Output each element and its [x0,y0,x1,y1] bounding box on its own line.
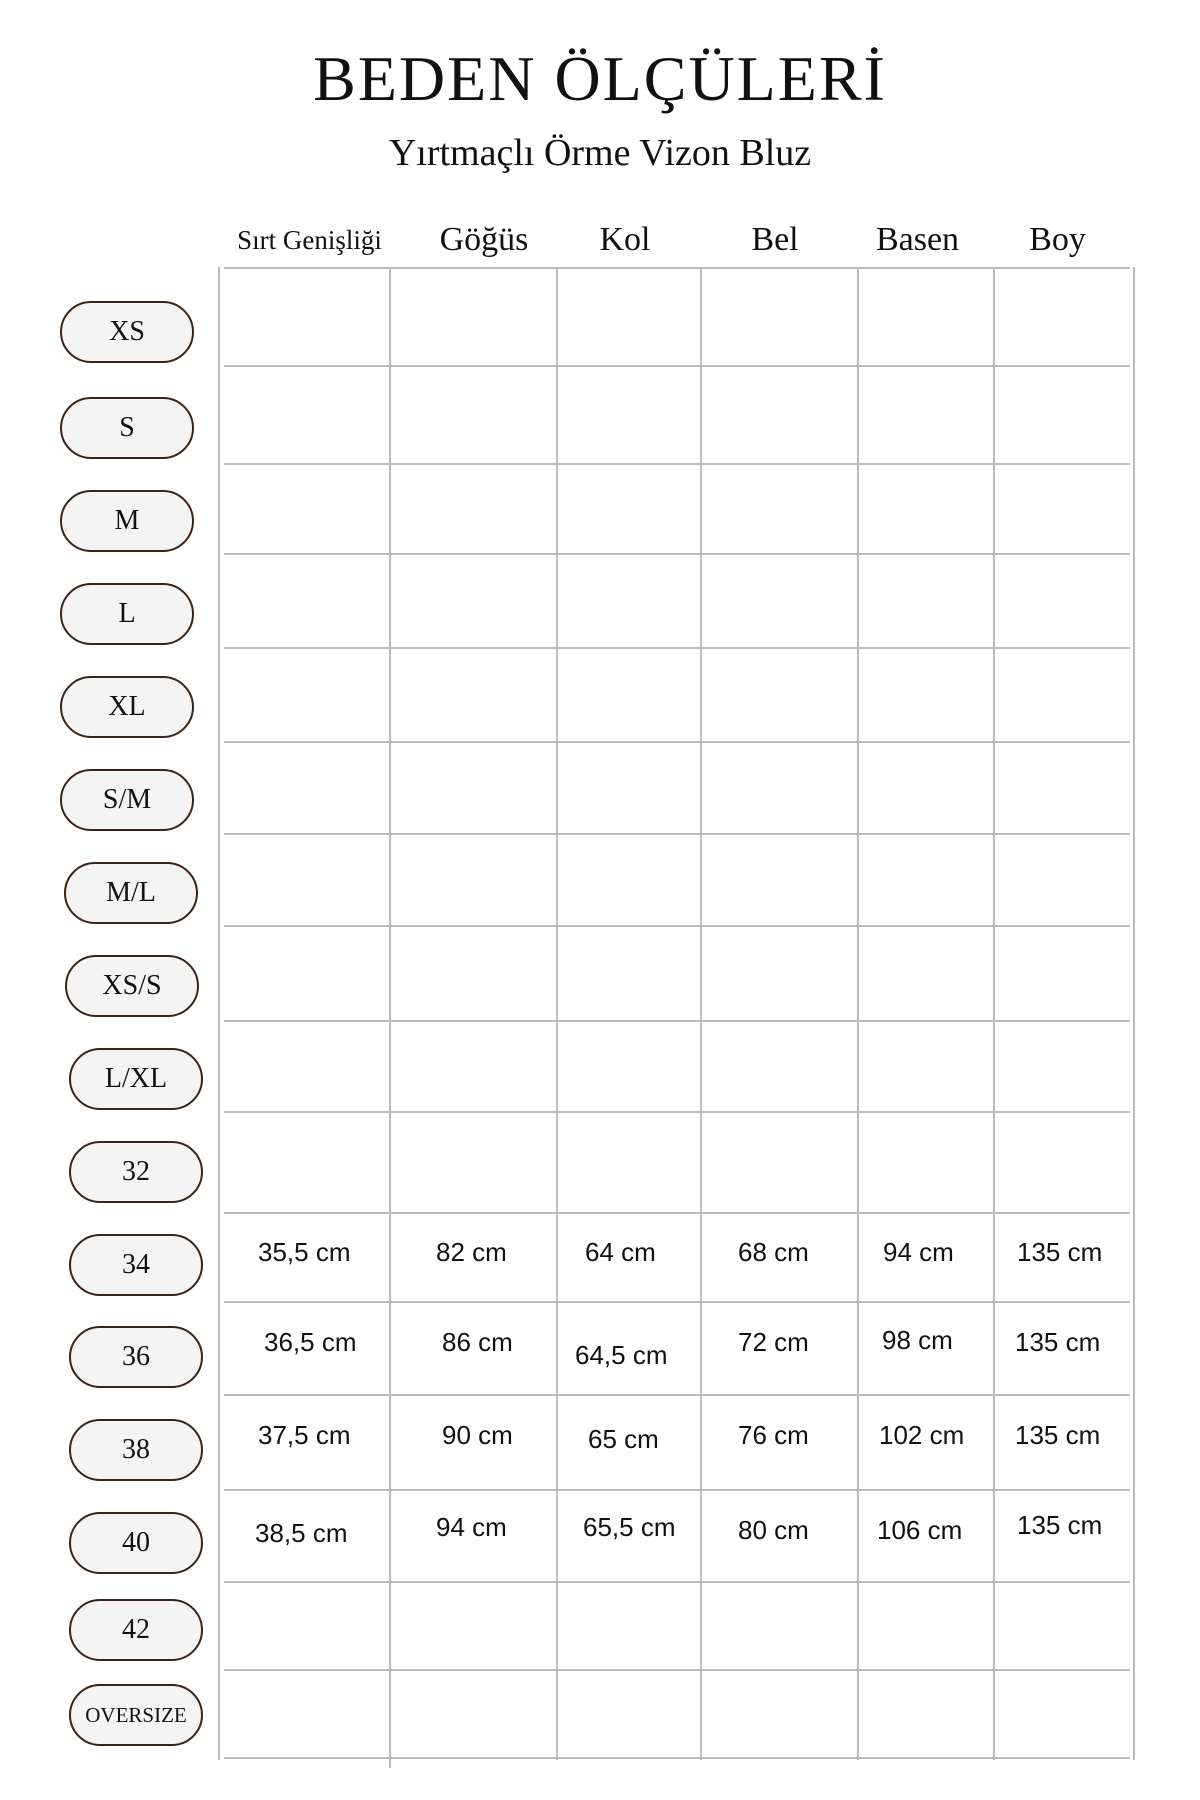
cell-40-hip: 106 cm [877,1515,963,1545]
size-label-l-xl: L/XL [69,1048,203,1110]
size-label-38: 38 [69,1419,203,1481]
cell-34-back-width: 35,5 cm [258,1237,351,1267]
product-subtitle: Yırtmaçlı Örme Vizon Bluz [388,132,812,174]
cell-38-length: 135 cm [1015,1420,1101,1450]
col-header-hip: Basen [875,221,960,258]
grid-col-line [556,267,558,1760]
cell-34-waist: 68 cm [738,1237,809,1267]
size-label-xs: XS [60,301,194,363]
cell-40-chest: 94 cm [436,1512,507,1542]
grid-col-line [993,267,995,1760]
cell-34-chest: 82 cm [436,1237,507,1267]
grid-col-line [389,267,391,1768]
col-header-sleeve: Kol [599,221,651,258]
cell-34-hip: 94 cm [883,1237,954,1267]
size-label-oversize: OVERSIZE [69,1684,203,1746]
cell-36-back-width: 36,5 cm [264,1327,357,1357]
grid-col-line [857,267,859,1760]
cell-36-hip: 98 cm [882,1325,953,1355]
size-label-42: 42 [69,1599,203,1661]
size-label-l: L [60,583,194,645]
cell-40-sleeve: 65,5 cm [583,1512,676,1542]
cell-36-sleeve: 64,5 cm [575,1340,668,1370]
cell-36-chest: 86 cm [442,1327,513,1357]
size-label-m: M [60,490,194,552]
size-label-40: 40 [69,1512,203,1574]
size-label-s-m: S/M [60,769,194,831]
size-label-36: 36 [69,1326,203,1388]
cell-38-back-width: 37,5 cm [258,1420,351,1450]
cell-34-sleeve: 64 cm [585,1237,656,1267]
cell-38-sleeve: 65 cm [588,1424,659,1454]
size-label-xs-s: XS/S [65,955,199,1017]
grid-col-line [1133,267,1135,1760]
cell-38-hip: 102 cm [879,1420,965,1450]
col-header-length: Boy [1029,221,1086,258]
grid-col-line [700,267,702,1760]
size-label-s: S [60,397,194,459]
col-header-waist: Bel [751,221,799,258]
size-label-34: 34 [69,1234,203,1296]
cell-34-length: 135 cm [1017,1237,1103,1267]
cell-38-chest: 90 cm [442,1420,513,1450]
size-label-32: 32 [69,1141,203,1203]
cell-36-length: 135 cm [1015,1327,1101,1357]
cell-38-waist: 76 cm [738,1420,809,1450]
cell-40-waist: 80 cm [738,1515,809,1545]
size-label-xl: XL [60,676,194,738]
size-label-m-l: M/L [64,862,198,924]
cell-36-waist: 72 cm [738,1327,809,1357]
cell-40-back-width: 38,5 cm [255,1518,348,1548]
col-header-chest: Göğüs [439,221,529,258]
col-header-back-width: Sırt Genişliği [237,225,382,255]
cell-40-length: 135 cm [1017,1510,1103,1540]
page-title: BEDEN ÖLÇÜLERİ [313,43,887,114]
grid-col-line [218,267,220,1760]
